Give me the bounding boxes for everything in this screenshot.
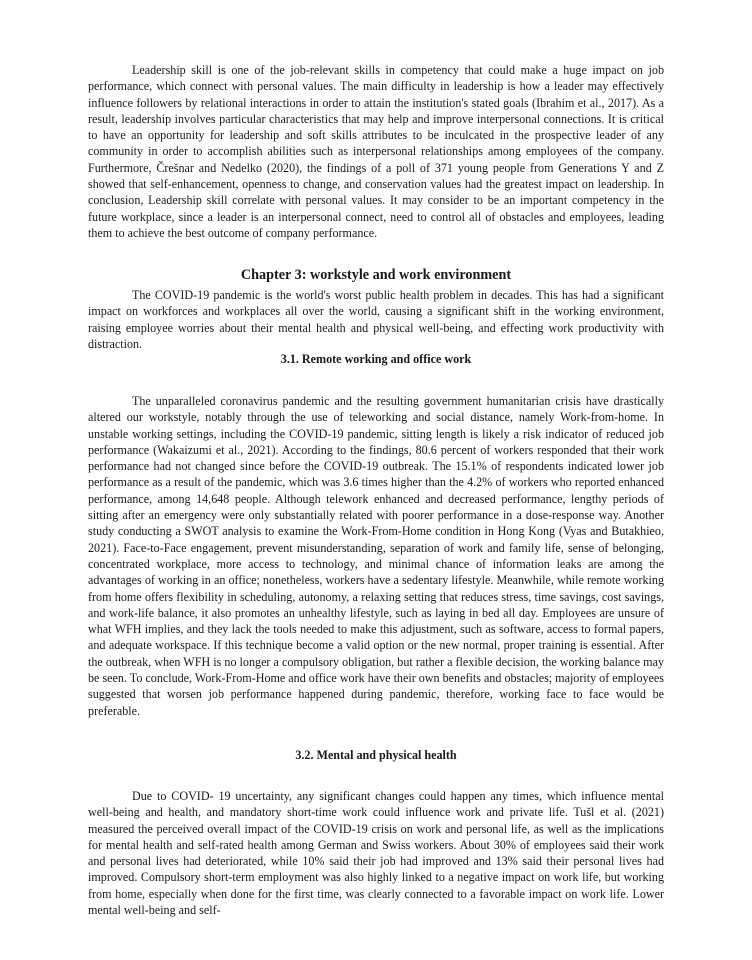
chapter-3-heading: Chapter 3: workstyle and work environment xyxy=(240,267,512,283)
paragraph-leadership: Leadership skill is one of the job-relevant skills in competency that could make a huge impact on job performance, which connect with personal values. The main difficulty in leadership is how a leader may effectively influence followers by relational interactions in order to attain the institution's stated goals (Ibrahim et al., 2017). As a result, leadership involves particular characteristics that may help and improve interpersonal connections. It is critical to have an opportunity for leadership and soft skills attributes to be inculcated in the prospective leader of any community in order to accomplish abilities such as interpersonal relationships among employees of the company. Furthermore, Črešnar and Nedelko (2020), the findings of a poll of 371 young people from Generations Y and Z showed that self-enhancement, openness to change, and conservation values had the greatest impact on leadership. In conclusion, Leadership skill correlate with personal values. It may consider to be an important competency in the future workplace, since a leader is an interpersonal connect, need to control all of obstacles and employees, leading them to achieve the best outcome of company performance. xyxy=(88,63,664,240)
section-3-1-heading: 3.1. Remote working and office work xyxy=(280,352,472,366)
paragraph-remote-working: The unparalleled coronavirus pandemic and the resulting government humanitarian crisis have drastically altered our workstyle, notably through the use of teleworking and social distance, namely Work-from-home. In unstable working settings, including the COVID-19 pandemic, sitting length is likely a risk indicator of reduced job performance (Wakaizumi et al., 2021). According to the findings, 80.6 percent of workers responded that their work performance had not changed since before the COVID-19 outbreak. The 15.1% of respondents indicated lower job performance as a result of the pandemic, which was 3.6 times higher than the 4.2% of workers who reported enhanced performance, among 14,648 people. Although telework enhanced and decreased performance, lengthy periods of sitting after an emergency were only substantially related with poorer performance in a dose-response way. Another study conducting a SWOT analysis to examine the Work-From-Home condition in Hong Kong (Vyas and Butakhieo, 2021). Face-to-Face engagement, prevent misunderstanding, separation of work and family life, sense of belonging, concentrated workplace, more access to technology, and minimal chance of information leaks are among the advantages of working in an office; nonetheless, workers have a sedentary lifestyle. Meanwhile, while remote working from home offers flexibility in scheduling, autonomy, a relaxing setting that reduces stress, time savings, cost savings, and work-life balance, it also promotes an unhealthy lifestyle, such as laying in bed all day. Employees are unsure of what WFH implies, and they lack the tools needed to make this adjustment, such as software, access to formal papers, and adequate workspace. If this technique become a valid option or the new normal, proper training is essential. After the outbreak, when WFH is no longer a compulsory obligation, but rather a flexible decision, the working balance may be seen. To conclude, Work-From-Home and office work have their own benefits and obstacles; majority of employees suggested that worsen job performance happened during pandemic, therefore, working face to face would be preferable. xyxy=(88,394,664,718)
paragraph-mental-health: Due to COVID- 19 uncertainty, any significant changes could happen any times, which influence mental well-being and health, and mandatory short-time work could influence work and private life. Tušl et al. (2021) measured the perceived overall impact of the COVID-19 crisis on work and personal life, as well as the implications for mental health and self-rated health among German and Swiss workers. About 30% of employees said their work and personal lives had deteriorated, while 10% said their job had improved and 13% said their personal lives had improved. Compulsory short-term employment was also highly linked to a negative impact on work life, but working from home, especially when done for the first time, was clearly connected to a favorable impact on work life. Lower mental well-being and self- xyxy=(88,789,664,918)
section-3-2-heading: 3.2. Mental and physical health xyxy=(295,748,457,762)
paragraph-covid-intro: The COVID-19 pandemic is the world's worst public health problem in decades. This has had a significant impact on workforces and workplaces all over the world, causing a significant shift in the working environment, raising employee worries about their mental health and physical well-being, and effecting work productivity with distraction. xyxy=(88,288,664,351)
